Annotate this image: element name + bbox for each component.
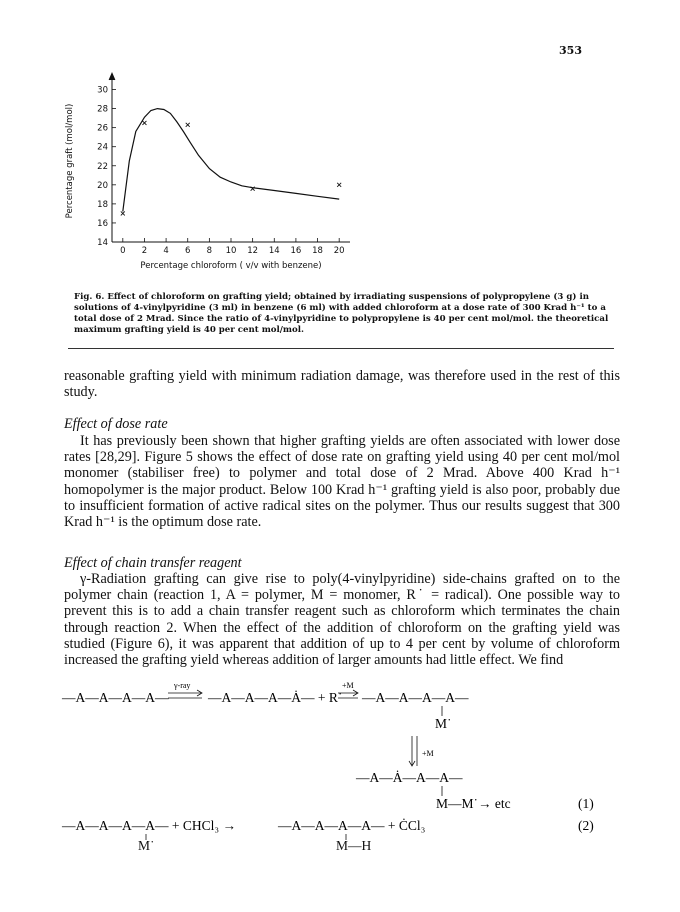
scheme-plus-m-side: +M (422, 749, 434, 758)
y-tick-label: 14 (97, 238, 108, 248)
x-tick-label: 2 (141, 246, 148, 256)
x-tick-label: 6 (185, 246, 191, 256)
intro-text: reasonable grafting yield with minimum radiation damage, was therefore used in the rest of this study. (64, 368, 620, 401)
reaction-2-substituents (56, 838, 616, 858)
chain-transfer-text: γ-Radiation grafting can give rise to poly(4-vinylpyridine) side-chains grafted on to the polymer chain (reaction 1, A = polymer, M = monomer, R˙ = radical). One possible way to prevent this is to add a chain transfer reagent such as chloroform which terminates the chain through reaction 2. When the effect of the addition of chloroform on the grafting yield was studied (Figure 6), it was apparent that addition of up to 4 per cent by volume of chloroform increased the grafting yield whereas addition of larger amounts had little effect. We find (64, 571, 620, 669)
reaction-2-left: —A—A—A—A— + CHCl₃ → (62, 818, 236, 833)
data-point-marker (337, 183, 341, 187)
scheme-mh: M—H (336, 838, 372, 853)
figure-caption: Fig. 6. Effect of chloroform on grafting yield; obtained by irradiating suspensions of polypropylene (3 g) in solutions of 4-vinylpyridine (3 ml) in benzene (6 ml) with added chloroform at a dose rate of 300 Krad h⁻¹ to a total dose of 2 Mrad. Since the ratio of 4-vinylpyridine to polypropylene is 40 per cent mol/mol. the theoretical maximum grafting yield is 40 per cent mol/mol. (74, 292, 609, 335)
chart-axes (109, 73, 350, 242)
y-tick-label: 30 (97, 85, 108, 96)
reaction-2-label: (2) (578, 818, 594, 833)
y-tick-label: 22 (97, 161, 108, 172)
chart-tick-labels (97, 86, 344, 256)
data-points (121, 121, 341, 216)
page-number: 353 (559, 44, 582, 57)
scheme-grafted-chain: —A—A—A—A— (362, 690, 469, 705)
caption-rule (68, 348, 614, 349)
scheme-chain-mid: —A—Ȧ—A—A— (356, 770, 463, 785)
scheme-m-radical-2: M˙ (138, 838, 155, 853)
y-tick-label: 28 (97, 104, 108, 115)
scheme-radical-chain: —A—A—A—Ȧ— + R˙ (208, 690, 343, 705)
y-axis-arrowhead (109, 73, 115, 80)
x-tick-label: 4 (163, 246, 169, 256)
data-point-marker (121, 211, 125, 215)
y-tick-label: 24 (97, 142, 108, 153)
reaction-scheme (56, 670, 616, 845)
x-tick-label: 0 (120, 246, 126, 256)
reaction-2-right: —A—A—A—A— + ĊCl₃ (278, 818, 426, 833)
x-tick-label: 8 (206, 246, 213, 256)
y-tick-label: 16 (97, 218, 108, 229)
x-tick-label: 18 (312, 246, 323, 256)
y-tick-label: 18 (97, 199, 108, 210)
y-tick-label: 26 (97, 123, 108, 134)
y-axis-label: Percentage graft (mol/mol) (65, 103, 75, 219)
heading-chain-transfer: Effect of chain transfer reagent (64, 555, 242, 571)
data-point-marker (186, 123, 190, 127)
chart-ticks (112, 90, 339, 242)
x-tick-label: 12 (247, 246, 259, 256)
x-tick-label: 20 (333, 246, 345, 256)
scheme-chain: —A—A—A—A— (62, 690, 169, 705)
heading-dose-rate: Effect of dose rate (64, 416, 168, 432)
dose-rate-paragraph (64, 433, 620, 530)
scheme-gamma-label: γ-ray (174, 681, 191, 690)
grafting-curve (123, 109, 339, 212)
x-axis-label: Percentage chloroform ( v/v with benzene) (140, 261, 322, 271)
scheme-mm-etc: M—M˙→ etc (436, 796, 511, 811)
data-point-marker (142, 121, 146, 125)
grafting-yield-chart (60, 62, 360, 282)
x-tick-label: 10 (225, 246, 237, 256)
chain-transfer-paragraph (64, 571, 620, 668)
scheme-plus-m-top: +M (342, 681, 354, 690)
y-tick-label: 20 (97, 180, 108, 191)
x-tick-label: 14 (268, 246, 280, 256)
dose-rate-text: It has previously been shown that higher grafting yields are often associated with lower dose rates [28,29]. Figure 5 shows the effect of dose rate on grafting yield using 40 per cent mol/mol monomer (stabiliser free) to polymer and total dose of 2 Mrad. Above 400 Krad h⁻¹ homopolymer is the major product. Below 100 Krad h⁻¹ grafting yield is also poor, probably due to insufficient formation of active radical sites on the polymer. Thus our results suggest that 300 Krad h⁻¹ is the optimum dose rate. (64, 433, 620, 531)
x-tick-label: 16 (290, 246, 302, 256)
intro-paragraph (64, 368, 620, 400)
reaction-1-label: (1) (578, 796, 594, 811)
scheme-m-radical: M˙ (435, 716, 452, 731)
